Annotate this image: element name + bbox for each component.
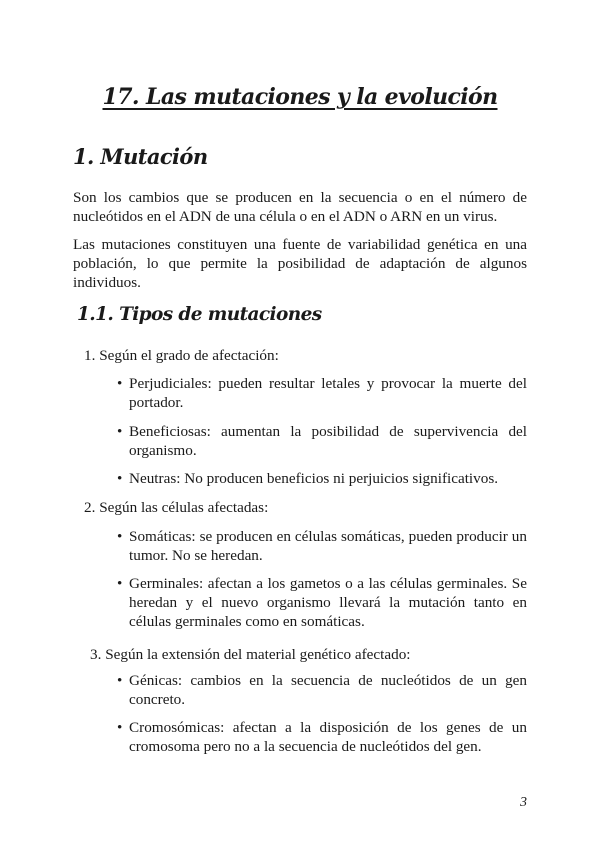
bullet-icon: • [117, 672, 123, 689]
category-celulas-afectadas [84, 498, 268, 517]
list-item-germinales [117, 574, 527, 631]
category-number: 3. [90, 646, 102, 663]
section-heading-mutacion: 1. Mutación [73, 144, 208, 169]
paragraph-variability: Las mutaciones constituyen una fuente de variabilidad genética en una población, lo que permite la posibilidad de adaptación de algunos individuos. [73, 236, 527, 291]
list-item-text: Cromosómicas: afectan a la disposición de los genes de un cromosoma pero no a la secuencia de nucleótidos del gen. [129, 719, 527, 755]
category-label: Según las células afectadas: [99, 499, 269, 516]
bullet-icon: • [117, 719, 123, 736]
list-item-text: Perjudiciales: pueden resultar letales y provocar la muerte del portador. [129, 375, 527, 411]
page-number: 3 [520, 795, 527, 810]
subsection-heading-tipos: 1.1. Tipos de mutaciones [77, 304, 322, 325]
bullet-icon: • [117, 528, 123, 545]
list-item-text: Neutras: No producen beneficios ni perjuicios significativos. [129, 470, 499, 487]
list-item-text: Beneficiosas: aumentan la posibilidad de supervivencia del organismo. [129, 423, 527, 459]
list-item-beneficiosas [117, 422, 527, 460]
paragraph-definition: Son los cambios que se producen en la secuencia o en el número de nucleótidos en el ADN de una célula o en el ADN o ARN en un virus. [73, 189, 527, 225]
bullet-icon: • [117, 423, 123, 440]
list-item-somaticas [117, 527, 527, 565]
category-label: Según la extensión del material genético afectado: [105, 646, 411, 663]
category-label: Según el grado de afectación: [99, 347, 279, 364]
list-item-perjudiciales [117, 374, 527, 412]
list-item-genicas [117, 671, 527, 709]
document-page [73, 0, 527, 848]
bullet-icon: • [117, 470, 123, 487]
list-item-text: Germinales: afectan a los gametos o a las células germinales. Se heredan y el nuevo organismo llevará la mutación tanto en células germinales como en somáticas. [129, 575, 527, 630]
category-number: 2. [84, 499, 96, 516]
list-item-text: Génicas: cambios en la secuencia de nucleótidos de un gen concreto. [129, 672, 527, 708]
list-item-text: Somáticas: se producen en células somáticas, pueden producir un tumor. No se heredan. [129, 528, 527, 564]
list-item-cromosomicas [117, 718, 527, 756]
category-grado-afectacion [84, 346, 279, 365]
bullet-icon: • [117, 575, 123, 592]
category-number: 1. [84, 347, 96, 364]
list-item-neutras [117, 469, 527, 488]
category-extension-material [90, 645, 411, 664]
bullet-icon: • [117, 375, 123, 392]
document-title: 17. Las mutaciones y la evolución [102, 84, 498, 110]
